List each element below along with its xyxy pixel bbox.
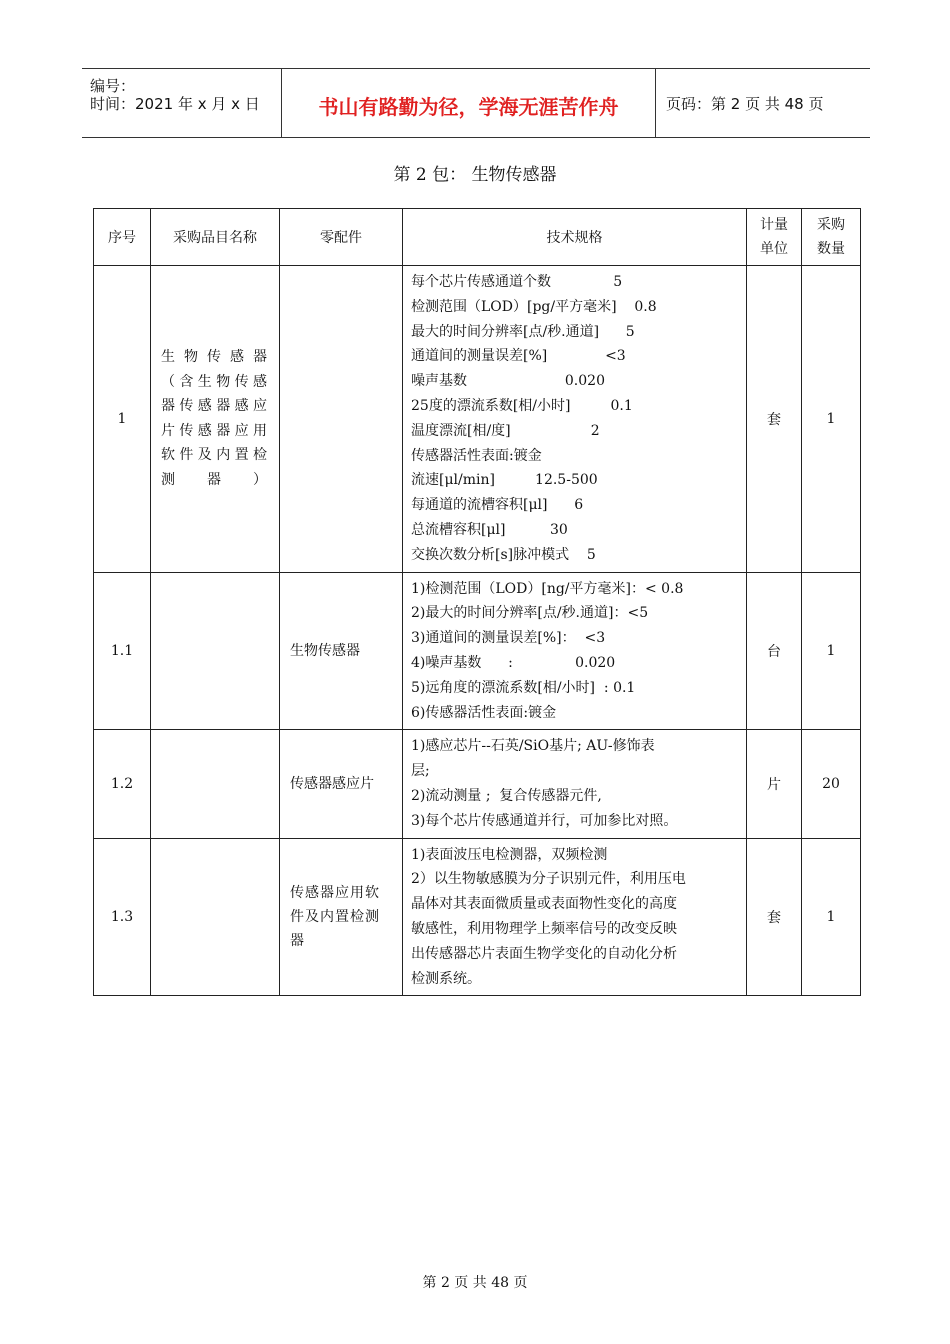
header-page-info: 页码：第 2 页 共 48 页: [666, 95, 824, 113]
row-name: [151, 730, 280, 838]
row-unit: 套: [747, 266, 802, 573]
spec-line: 25度的漂流系数[相/小时] 0.1: [411, 397, 633, 414]
spec-line: 5)远角度的漂流系数[相/小时] : 0.1: [411, 679, 636, 696]
row-part-cell: [280, 838, 403, 996]
row-part: 传感器感应片: [290, 775, 374, 792]
spec-line: 1)感应芯片--石英/SiO基片; AU-修饰表: [411, 738, 655, 755]
row-unit: 片: [747, 730, 802, 838]
header-slogan-cell: [282, 69, 656, 137]
row-spec: [403, 839, 746, 996]
header-meta-cell: [82, 69, 282, 137]
row-spec: [403, 573, 746, 730]
spec-line: 每通道的流槽容积[μl] 6: [411, 497, 584, 514]
spec-line: 3)通道间的测量误差[%]： <3: [411, 630, 606, 647]
spec-line: 3)每个芯片传感通道并行，可加参比对照。: [411, 812, 678, 829]
row-part: [280, 266, 403, 573]
row-no: 1.2: [94, 730, 151, 838]
spec-line: 流速[μl/min] 12.5-500: [411, 472, 598, 489]
spec-line: 2)流动测量 ; 复合传感器元件,: [411, 787, 602, 804]
document-date: 时间：2021 年 x 月 x 日: [90, 95, 260, 113]
spec-line: 总流槽容积[μl] 30: [411, 521, 568, 538]
header-name: 采购品目名称: [151, 209, 280, 266]
row-qty: 1: [802, 838, 861, 996]
row-name-cell: [151, 266, 280, 573]
header-unit: [747, 209, 802, 266]
spec-line: 通道间的测量误差[%] <3: [411, 348, 626, 365]
header-spec: 技术规格: [403, 209, 747, 266]
document-number-label: 编号：: [90, 77, 136, 95]
spec-line: 敏感性，利用物理学上频率信号的改变反映: [411, 920, 677, 937]
section-title: 第 2 包： 生物传感器: [393, 165, 557, 185]
row-spec: [403, 266, 746, 572]
spec-line: 噪声基数 0.020: [411, 373, 605, 390]
spec-line: 传感器活性表面:镀金: [411, 447, 542, 464]
row-spec-cell: [403, 730, 747, 838]
page-footer: 第 2 页 共 48 页: [422, 1275, 528, 1291]
row-spec-cell: [403, 572, 747, 730]
row-spec-cell: [403, 838, 747, 996]
row-part-cell: [280, 572, 403, 730]
spec-line: 检测系统。: [411, 970, 481, 987]
row-qty: 1: [802, 266, 861, 573]
spec-line: 每个芯片传感通道个数 5: [411, 274, 623, 290]
spec-line: 最大的时间分辨率[点/秒.通道] 5: [411, 323, 635, 340]
table-row: [94, 730, 861, 838]
header-slogan: 书山有路勤为径，学海无涯苦作舟: [318, 95, 619, 119]
table-row: [94, 572, 861, 730]
header-qty: [802, 209, 861, 266]
spec-line: 4)噪声基数 : 0.020: [411, 654, 616, 671]
spec-line: 1)表面波压电检测器，双频检测: [411, 846, 608, 863]
row-no: 1.3: [94, 838, 151, 996]
row-no: 1: [94, 266, 151, 573]
row-unit: 台: [747, 572, 802, 730]
spec-line: 检测范围（LOD）[pg/平方毫米] 0.8: [411, 298, 657, 315]
spec-line: 2)最大的时间分辨率[点/秒.通道]：<5: [411, 605, 649, 622]
spec-line: 1)检测范围（LOD）[ng/平方毫米]：< 0.8: [411, 580, 684, 597]
spec-line: 出传感器芯片表面生物学变化的自动化分析: [411, 945, 677, 962]
header-no: 序号: [94, 209, 151, 266]
header-page-cell: [656, 69, 870, 137]
table-header-row: [94, 209, 861, 266]
spec-line: 层;: [411, 763, 430, 780]
header-part: 零配件: [280, 209, 403, 266]
spec-line: 交换次数分析[s]脉冲模式 5: [411, 546, 596, 563]
spec-line: 2）以生物敏感膜为分子识别元件，利用压电: [411, 871, 686, 888]
table-row: [94, 266, 861, 573]
row-unit: 套: [747, 838, 802, 996]
row-name: [151, 572, 280, 730]
row-qty: 1: [802, 572, 861, 730]
header-unit-text: 计量单位: [760, 217, 788, 257]
spec-line: 晶体对其表面微质量或表面物性变化的高度: [411, 896, 677, 913]
row-part-cell: [280, 730, 403, 838]
header-qty-text: 采购数量: [817, 217, 845, 257]
row-spec-cell: [403, 266, 747, 573]
row-part: 传感器应用软件及内置检测器: [290, 884, 380, 949]
spec-table: [93, 208, 861, 996]
spec-line: 温度漂流[相/度] 2: [411, 422, 600, 439]
row-name: [151, 838, 280, 996]
row-name: 生物传感器（含生物传感器传感器感应片传感器应用软件及内置检测器）: [161, 349, 269, 488]
row-no: 1.1: [94, 572, 151, 730]
row-spec: [403, 730, 746, 837]
page-header: [82, 68, 870, 138]
row-qty: 20: [802, 730, 861, 838]
spec-line: 6)传感器活性表面:镀金: [411, 704, 557, 721]
table-row: [94, 838, 861, 996]
row-part: 生物传感器: [290, 642, 360, 659]
